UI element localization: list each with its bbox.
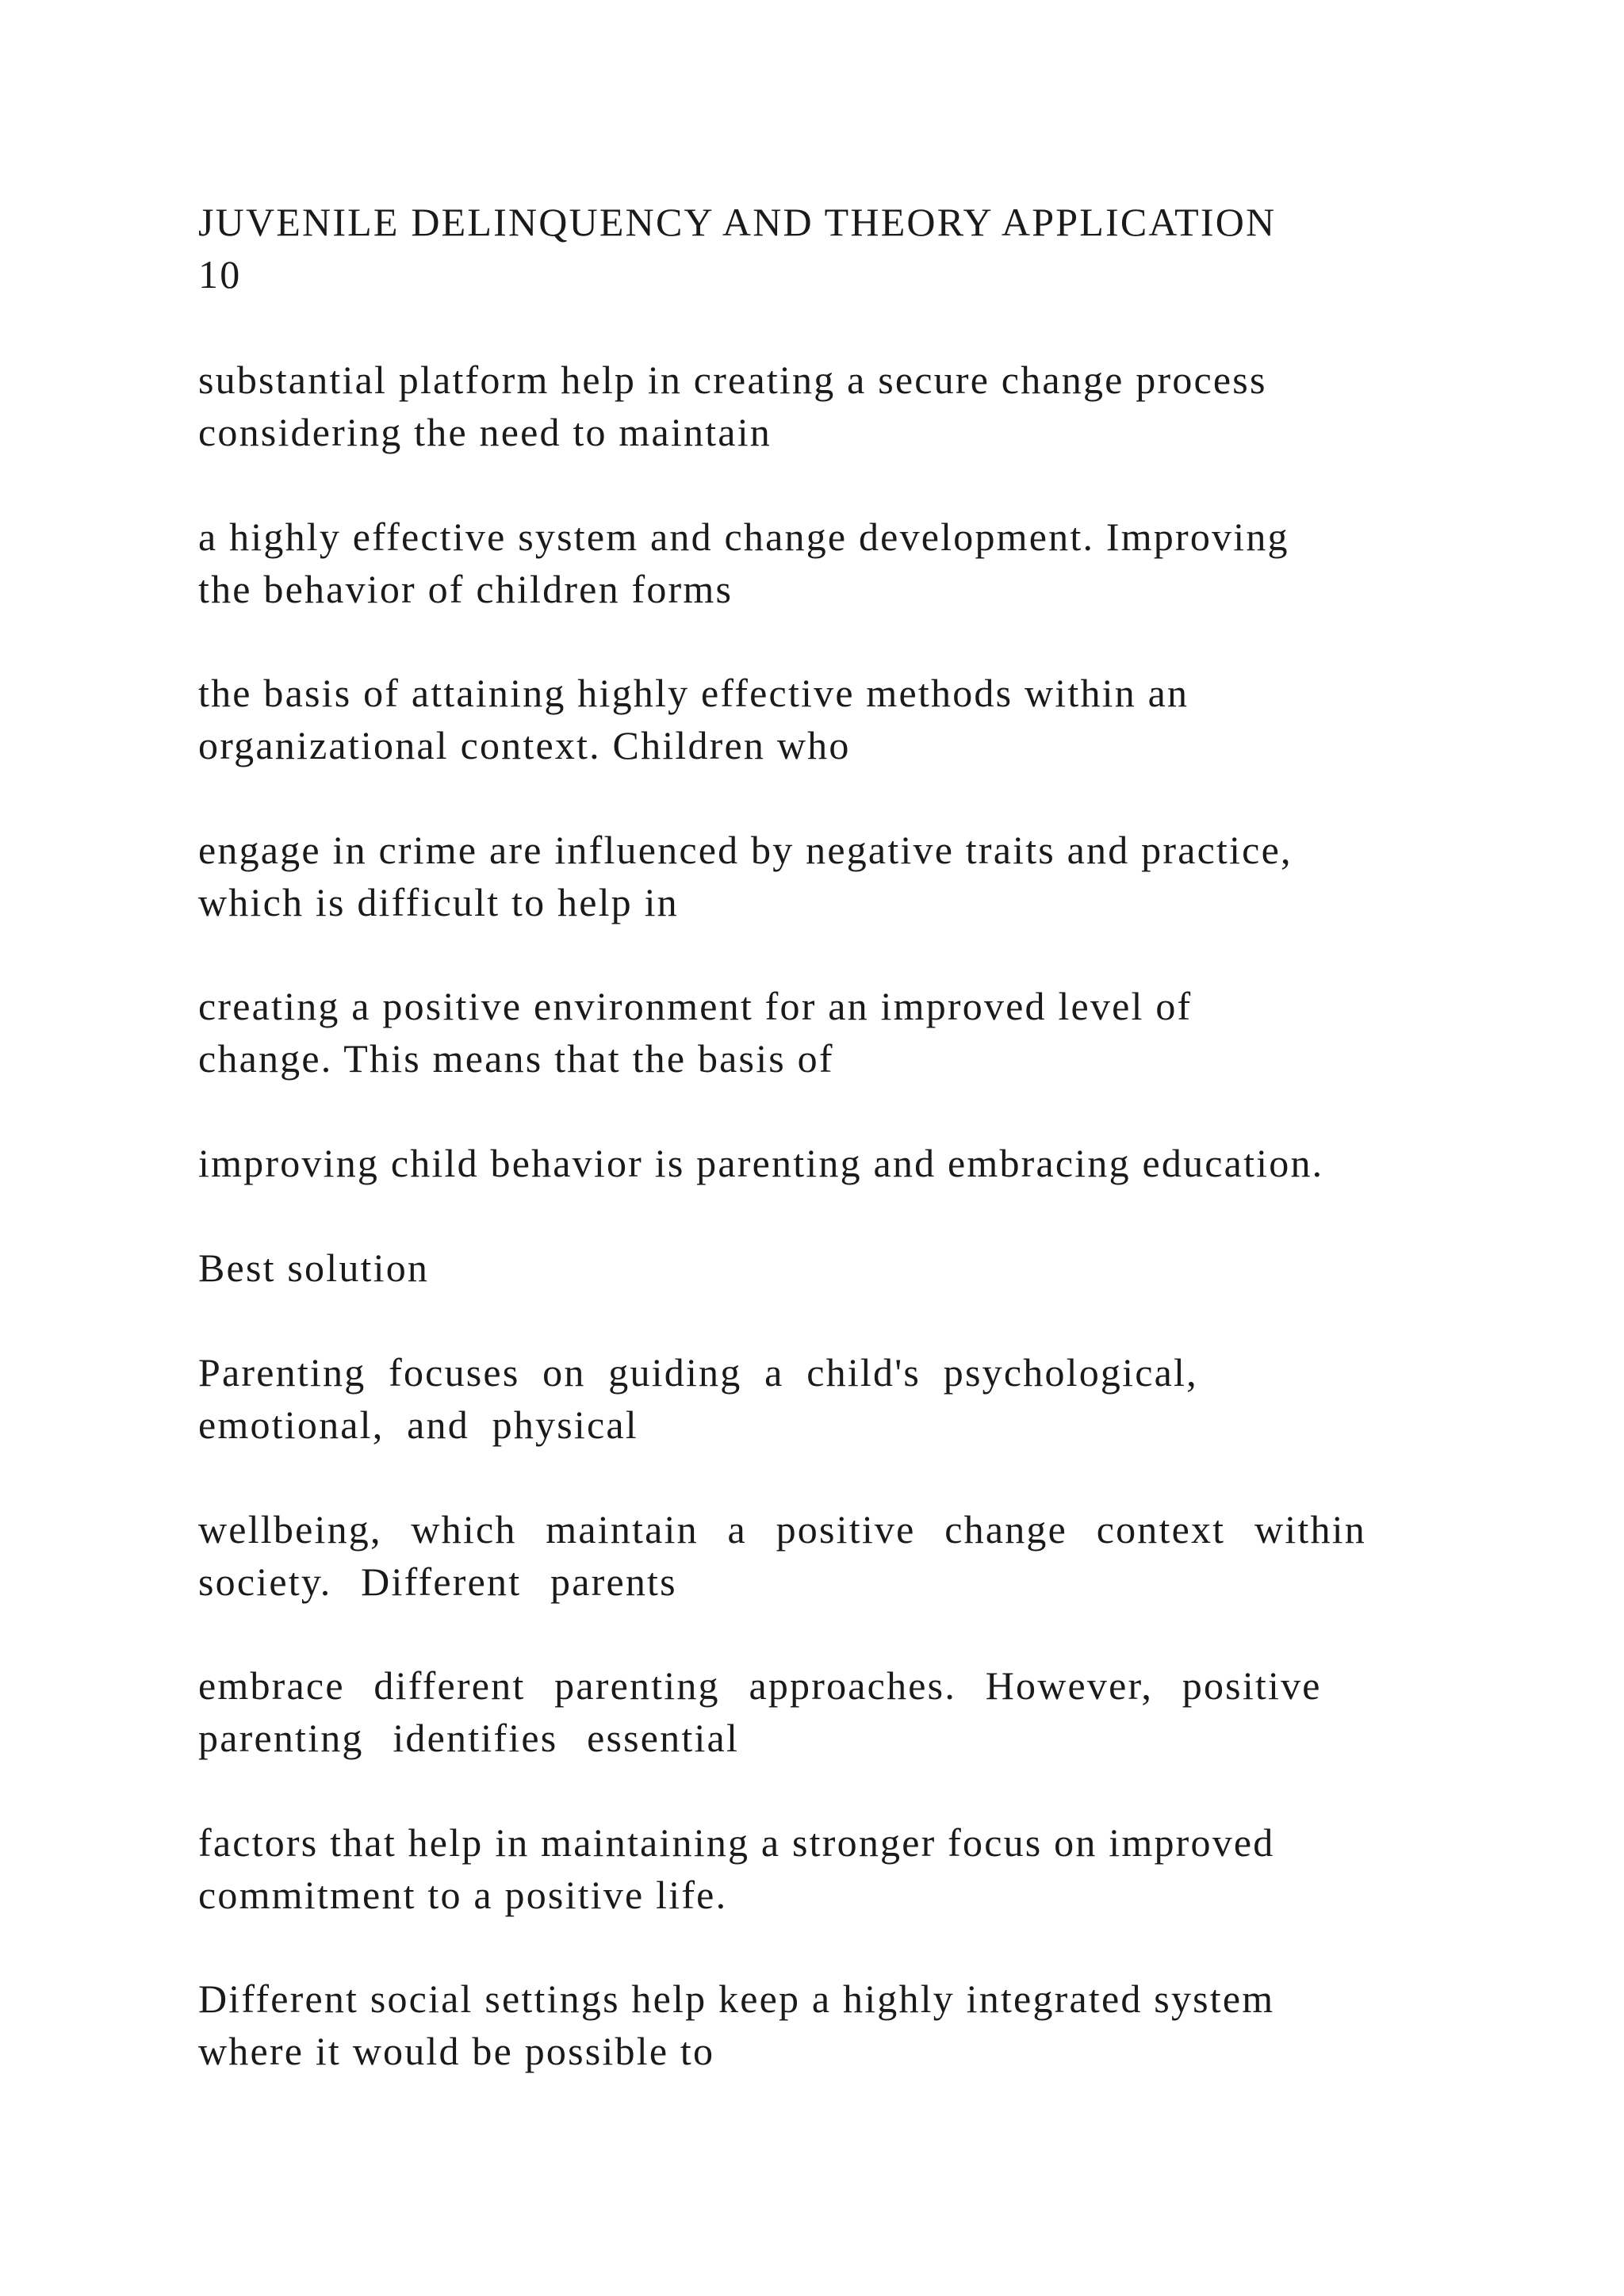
text-line: which is difficult to help in xyxy=(198,880,679,924)
paragraph xyxy=(198,1816,1515,1921)
section-heading xyxy=(198,1242,1515,1294)
running-header xyxy=(198,196,1515,300)
text-line: emotional, and physical xyxy=(198,1402,638,1447)
text-line: improving child behavior is parenting and embracing education. xyxy=(198,1141,1324,1185)
paragraph xyxy=(198,1973,1515,2077)
text-line: factors that help in maintaining a stronger focus on improved xyxy=(198,1820,1275,1865)
text-line: embrace different parenting approaches. However, positive xyxy=(198,1663,1322,1708)
paragraph xyxy=(198,1503,1515,1608)
header-title: JUVENILE DELINQUENCY AND THEORY APPLICATION xyxy=(198,200,1277,244)
paragraph xyxy=(198,667,1515,771)
text-line: Different social settings help keep a highly integrated system xyxy=(198,1976,1275,2021)
text-line: a highly effective system and change development. Improving xyxy=(198,515,1289,559)
text-line: organizational context. Children who xyxy=(198,723,851,767)
text-line: where it would be possible to xyxy=(198,2029,715,2073)
paragraph xyxy=(198,511,1515,615)
paragraph xyxy=(198,980,1515,1085)
heading-text: Best solution xyxy=(198,1246,430,1290)
text-line: society. Different parents xyxy=(198,1559,677,1604)
text-line: substantial platform help in creating a secure change process xyxy=(198,358,1267,402)
text-line: the behavior of children forms xyxy=(198,567,733,611)
paragraph xyxy=(198,1346,1515,1451)
paragraph xyxy=(198,824,1515,928)
text-line: the basis of attaining highly effective methods within an xyxy=(198,671,1189,715)
paragraph xyxy=(198,354,1515,458)
text-line: Parenting focuses on guiding a child's psychological, xyxy=(198,1350,1198,1395)
text-line: creating a positive environment for an improved level of xyxy=(198,984,1193,1028)
text-line: engage in crime are influenced by negative traits and practice, xyxy=(198,828,1293,872)
text-line: commitment to a positive life. xyxy=(198,1873,728,1917)
text-line: parenting identifies essential xyxy=(198,1716,740,1760)
paragraph xyxy=(198,1137,1515,1189)
text-line: considering the need to maintain xyxy=(198,410,772,454)
text-line: change. This means that the basis of xyxy=(198,1036,834,1081)
paragraph xyxy=(198,1659,1515,1764)
text-line: wellbeing, which maintain a positive change context within xyxy=(198,1507,1366,1552)
page-number: 10 xyxy=(198,252,242,297)
